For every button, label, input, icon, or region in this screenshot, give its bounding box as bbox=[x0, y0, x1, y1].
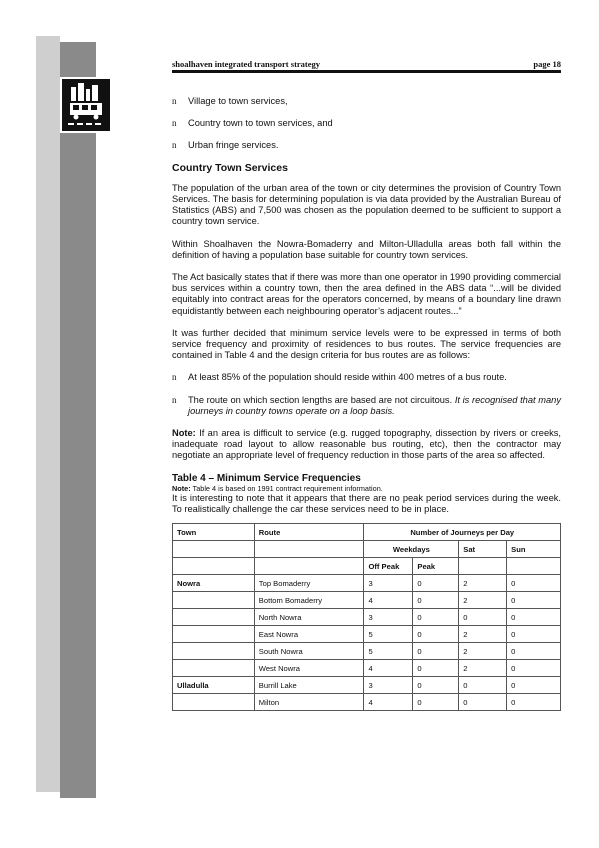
note-paragraph: Note: If an area is difficult to service (e.g. rugged topography, dissection by rivers or creeks, inadequate road layout to allow reasonable bus routing, etc), then the contractor may negotiate an appropriate level of frequency reduction in those parts of the area so affected. bbox=[172, 428, 561, 461]
header-sat: Sat bbox=[459, 541, 507, 558]
cell-sat: 0 bbox=[459, 609, 507, 626]
cell-town bbox=[173, 626, 255, 643]
list-item: n Village to town services, bbox=[172, 96, 288, 106]
cell-town: Nowra bbox=[173, 575, 255, 592]
bullet-mark: n bbox=[172, 372, 177, 383]
list-item: n The route on which section lengths are based are not circuitous. It is recognised that many journeys in country towns operate on a loop basis. bbox=[172, 394, 561, 416]
cell-sat: 2 bbox=[459, 592, 507, 609]
paragraph: Within Shoalhaven the Nowra-Bomaderry and Milton-Ulladulla areas both fall within the definition of having a population base suitable for country town services. bbox=[172, 238, 561, 260]
paragraph: The population of the urban area of the town or city determines the provision of Country Town Services. The basis for determining population is via data provided by the Australian Bureau of Statistics (ABS) and 7,500 was chosen as the population deemed to be sufficient to support a country town service. bbox=[172, 182, 561, 227]
cell-town: Ulladulla bbox=[173, 677, 255, 694]
cell-off: 5 bbox=[364, 643, 413, 660]
cell-town bbox=[173, 609, 255, 626]
list-item: n Urban fringe services. bbox=[172, 140, 279, 151]
cell-off: 3 bbox=[364, 609, 413, 626]
list-item: n Country town to town services, and bbox=[172, 118, 333, 129]
cell-sun: 0 bbox=[507, 626, 561, 643]
header-offpeak: Off Peak bbox=[364, 558, 413, 575]
cell-town bbox=[173, 660, 255, 677]
header-weekdays: Weekdays bbox=[364, 541, 459, 558]
table-header-row bbox=[173, 558, 561, 575]
cell-off: 3 bbox=[364, 575, 413, 592]
cell-peak: 0 bbox=[413, 575, 459, 592]
table-caption: Table 4 – Minimum Service Frequencies bbox=[172, 472, 361, 484]
list-item: n At least 85% of the population should reside within 400 metres of a bus route. bbox=[172, 372, 507, 383]
table-row bbox=[173, 660, 561, 677]
cell-sat: 0 bbox=[459, 694, 507, 711]
table-row bbox=[173, 694, 561, 711]
paragraph: It was further decided that minimum service levels were to be expressed in terms of both service frequency and proximity of residences to bus routes. The service frequencies are contained in Table 4 and the design criteria for bus routes are as follows: bbox=[172, 327, 561, 361]
cell-sun: 0 bbox=[507, 592, 561, 609]
table-row bbox=[173, 677, 561, 694]
bullet-mark: n bbox=[172, 394, 177, 405]
cell-sun: 0 bbox=[507, 677, 561, 694]
margin-band-dark bbox=[60, 42, 96, 798]
cell-sat: 2 bbox=[459, 643, 507, 660]
cell-route: North Nowra bbox=[254, 609, 364, 626]
page-content bbox=[172, 96, 561, 711]
header-route: Route bbox=[254, 524, 364, 541]
header-peak: Peak bbox=[413, 558, 459, 575]
cell-sat: 2 bbox=[459, 660, 507, 677]
cell-peak: 0 bbox=[413, 626, 459, 643]
cell-sat: 2 bbox=[459, 575, 507, 592]
cell-route: Burrill Lake bbox=[254, 677, 364, 694]
table-row bbox=[173, 609, 561, 626]
header-rule bbox=[172, 70, 561, 73]
cell-town bbox=[173, 694, 255, 711]
cell-peak: 0 bbox=[413, 660, 459, 677]
cell-off: 5 bbox=[364, 626, 413, 643]
service-frequency-table bbox=[172, 523, 561, 711]
cell-peak: 0 bbox=[413, 609, 459, 626]
cell-town bbox=[173, 592, 255, 609]
cell-route: South Nowra bbox=[254, 643, 364, 660]
cell-town bbox=[173, 643, 255, 660]
transport-logo-icon bbox=[60, 77, 112, 133]
page-number: page 18 bbox=[533, 59, 561, 69]
cell-peak: 0 bbox=[413, 694, 459, 711]
cell-peak: 0 bbox=[413, 677, 459, 694]
table-row bbox=[173, 643, 561, 660]
cell-route: West Nowra bbox=[254, 660, 364, 677]
table-row bbox=[173, 592, 561, 609]
header-town: Town bbox=[173, 524, 255, 541]
section-heading: Country Town Services bbox=[172, 161, 288, 174]
cell-route: East Nowra bbox=[254, 626, 364, 643]
table-header-row bbox=[173, 524, 561, 541]
cell-sun: 0 bbox=[507, 575, 561, 592]
header-journeys: Number of Journeys per Day bbox=[364, 524, 561, 541]
cell-sun: 0 bbox=[507, 609, 561, 626]
cell-off: 4 bbox=[364, 592, 413, 609]
cell-sun: 0 bbox=[507, 694, 561, 711]
cell-sun: 0 bbox=[507, 660, 561, 677]
paragraph: The Act basically states that if there was more than one operator in 1990 providing commercial bus services within a country town, then the area defined in the ABS data “...will be divided equitably into contract areas for the operators concerned, by means of a boundary line drawn equidistantly between each neighbouring operator’s adjacent routes...” bbox=[172, 272, 561, 316]
cell-sat: 2 bbox=[459, 626, 507, 643]
cell-route: Top Bomaderry bbox=[254, 575, 364, 592]
cell-off: 4 bbox=[364, 694, 413, 711]
cell-route: Bottom Bomaderry bbox=[254, 592, 364, 609]
paragraph: It is interesting to note that it appears that there are no peak period services during the week. To realistically challenge the car these services need to be in place. bbox=[172, 492, 561, 515]
bullet-mark: n bbox=[172, 96, 177, 106]
cell-sat: 0 bbox=[459, 677, 507, 694]
cell-peak: 0 bbox=[413, 643, 459, 660]
bullet-mark: n bbox=[172, 118, 177, 129]
margin-band-light bbox=[36, 36, 60, 792]
document-title: shoalhaven integrated transport strategy bbox=[172, 59, 321, 69]
table-row bbox=[173, 626, 561, 643]
table-header-row bbox=[173, 541, 561, 558]
bullet-mark: n bbox=[172, 140, 177, 151]
cell-peak: 0 bbox=[413, 592, 459, 609]
cell-off: 3 bbox=[364, 677, 413, 694]
cell-sun: 0 bbox=[507, 643, 561, 660]
cell-off: 4 bbox=[364, 660, 413, 677]
table-row bbox=[173, 575, 561, 592]
table-note: Note: Table 4 is based on 1991 contract requirement information. bbox=[172, 483, 383, 493]
header-sun: Sun bbox=[507, 541, 561, 558]
cell-route: Milton bbox=[254, 694, 364, 711]
